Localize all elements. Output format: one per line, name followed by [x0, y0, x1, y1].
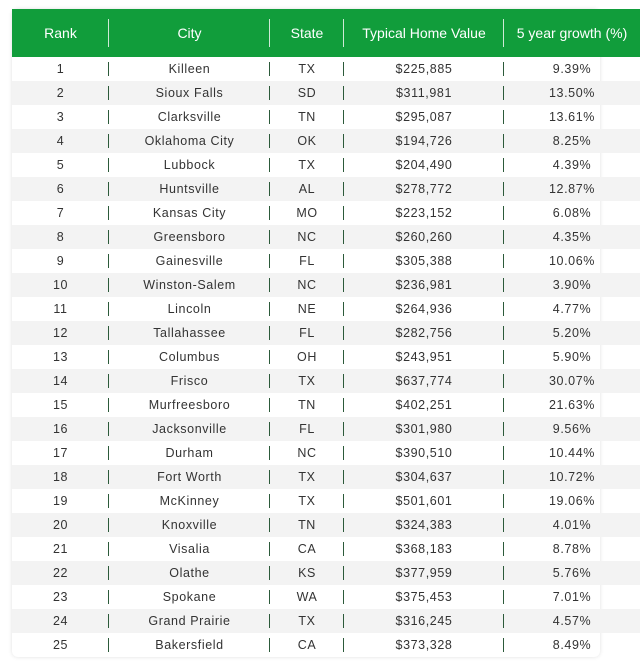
- cell-state: NC: [270, 273, 344, 297]
- table-header: [12, 9, 640, 57]
- cell-state: TX: [270, 57, 344, 81]
- cell-state: TX: [270, 153, 344, 177]
- table-row: [12, 561, 640, 585]
- header-state: State: [270, 9, 344, 57]
- cell-city: Visalia: [109, 537, 270, 561]
- header-rank: Rank: [12, 9, 109, 57]
- cell-typical-home-value: $375,453: [344, 585, 504, 609]
- table-row: [12, 633, 640, 657]
- cell-city: McKinney: [109, 489, 270, 513]
- cell-5-year-growth: 13.61%: [549, 110, 595, 124]
- cell-typical-home-value: $301,980: [344, 417, 504, 441]
- cell-typical-home-value: $295,087: [344, 105, 504, 129]
- table-row: [12, 489, 640, 513]
- cell-city: Lincoln: [109, 297, 270, 321]
- cell-typical-home-value: $225,885: [344, 57, 504, 81]
- cell-typical-home-value: $377,959: [344, 561, 504, 585]
- cell-rank: 13: [12, 345, 109, 369]
- header-city: City: [109, 9, 270, 57]
- table-row: [12, 201, 640, 225]
- cell-5-year-growth: 19.06%: [549, 494, 595, 508]
- cell-rank: 7: [12, 201, 109, 225]
- cell-5-year-growth: 13.50%: [504, 81, 640, 105]
- cell-5-year-growth: 8.49%: [552, 638, 592, 652]
- cell-rank: 24: [12, 609, 109, 633]
- cell-5-year-growth: 4.77%: [552, 302, 592, 316]
- table-row: [12, 537, 640, 561]
- cell-rank: 19: [12, 489, 109, 513]
- cell-5-year-growth: 7.01%: [552, 590, 592, 604]
- cell-5-year-growth: 10.44%: [549, 446, 595, 460]
- cell-rank: 17: [12, 441, 109, 465]
- cell-state: TX: [270, 465, 344, 489]
- cell-5-year-growth: 5.20%: [504, 321, 640, 345]
- cell-5-year-growth: 6.08%: [552, 206, 592, 220]
- cell-city: Lubbock: [109, 153, 270, 177]
- cell-rank: 12: [12, 321, 109, 345]
- cell-typical-home-value: $316,245: [344, 609, 504, 633]
- cell-typical-home-value: $282,756: [344, 321, 504, 345]
- cell-rank: 21: [12, 537, 109, 561]
- cell-city: Durham: [109, 441, 270, 465]
- table-row: [12, 321, 640, 345]
- cell-state: TN: [270, 513, 344, 537]
- cell-typical-home-value: $368,183: [344, 537, 504, 561]
- cell-city: Oklahoma City: [109, 129, 270, 153]
- table-row: [12, 129, 640, 153]
- cell-city: Killeen: [109, 57, 270, 81]
- cell-typical-home-value: $637,774: [344, 369, 504, 393]
- cell-state: FL: [270, 321, 344, 345]
- cell-typical-home-value: $264,936: [344, 297, 504, 321]
- cell-rank: 4: [12, 129, 109, 153]
- cell-5-year-growth: 4.01%: [504, 513, 640, 537]
- cell-city: Tallahassee: [109, 321, 270, 345]
- cell-state: KS: [270, 561, 344, 585]
- cell-city: Spokane: [109, 585, 270, 609]
- cell-city: Murfreesboro: [109, 393, 270, 417]
- cell-typical-home-value: $402,251: [344, 393, 504, 417]
- cell-5-year-growth: 12.87%: [504, 177, 640, 201]
- cell-5-year-growth: 8.78%: [552, 542, 592, 556]
- cell-city: Knoxville: [109, 513, 270, 537]
- cell-typical-home-value: $260,260: [344, 225, 504, 249]
- cell-rank: 6: [12, 177, 109, 201]
- cell-rank: 9: [12, 249, 109, 273]
- cell-5-year-growth: 5.90%: [552, 350, 592, 364]
- cell-state: SD: [270, 81, 344, 105]
- cell-city: Grand Prairie: [109, 609, 270, 633]
- cell-state: TN: [270, 105, 344, 129]
- cell-city: Gainesville: [109, 249, 270, 273]
- cell-city: Kansas City: [109, 201, 270, 225]
- cell-5-year-growth: 4.35%: [504, 225, 640, 249]
- table-row: [12, 81, 640, 105]
- table-row: [12, 609, 640, 633]
- cell-state: TN: [270, 393, 344, 417]
- header-5-year-growth: 5 year growth (%): [516, 24, 628, 41]
- cell-typical-home-value: $501,601: [344, 489, 504, 513]
- cell-city: Greensboro: [109, 225, 270, 249]
- cell-state: WA: [270, 585, 344, 609]
- cell-5-year-growth: 4.39%: [552, 158, 592, 172]
- cell-5-year-growth: 10.72%: [504, 465, 640, 489]
- cell-city: Columbus: [109, 345, 270, 369]
- table-row: [12, 465, 640, 489]
- table-row: [12, 393, 640, 417]
- cell-5-year-growth: 3.90%: [504, 273, 640, 297]
- cell-rank: 3: [12, 105, 109, 129]
- table-row: [12, 273, 640, 297]
- cell-state: MO: [270, 201, 344, 225]
- cell-state: TX: [270, 609, 344, 633]
- cell-rank: 20: [12, 513, 109, 537]
- cell-state: NC: [270, 225, 344, 249]
- table-row: [12, 369, 640, 393]
- cell-city: Bakersfield: [109, 633, 270, 657]
- table-row: [12, 249, 640, 273]
- cell-rank: 1: [12, 57, 109, 81]
- table-row: [12, 177, 640, 201]
- cell-state: NE: [270, 297, 344, 321]
- cell-city: Sioux Falls: [109, 81, 270, 105]
- cell-typical-home-value: $194,726: [344, 129, 504, 153]
- cell-typical-home-value: $390,510: [344, 441, 504, 465]
- cell-state: TX: [270, 489, 344, 513]
- table-body: [12, 57, 640, 657]
- cell-rank: 10: [12, 273, 109, 297]
- cell-city: Huntsville: [109, 177, 270, 201]
- cell-5-year-growth: 9.56%: [504, 417, 640, 441]
- cell-typical-home-value: $243,951: [344, 345, 504, 369]
- cell-rank: 22: [12, 561, 109, 585]
- cell-typical-home-value: $204,490: [344, 153, 504, 177]
- cell-state: AL: [270, 177, 344, 201]
- table-row: [12, 153, 640, 177]
- cell-rank: 11: [12, 297, 109, 321]
- table-row: [12, 441, 640, 465]
- cell-typical-home-value: $373,328: [344, 633, 504, 657]
- table-row: [12, 417, 640, 441]
- cell-5-year-growth: 30.07%: [504, 369, 640, 393]
- table-row: [12, 513, 640, 537]
- cell-typical-home-value: $304,637: [344, 465, 504, 489]
- table-row: [12, 225, 640, 249]
- cell-rank: 2: [12, 81, 109, 105]
- cell-city: Jacksonville: [109, 417, 270, 441]
- table-row: [12, 57, 640, 81]
- cell-typical-home-value: $278,772: [344, 177, 504, 201]
- cell-5-year-growth: 8.25%: [504, 129, 640, 153]
- table-row: [12, 297, 640, 321]
- cell-5-year-growth: 10.06%: [549, 254, 595, 268]
- cell-rank: 5: [12, 153, 109, 177]
- cell-rank: 16: [12, 417, 109, 441]
- cell-state: FL: [270, 249, 344, 273]
- cell-state: NC: [270, 441, 344, 465]
- cell-city: Clarksville: [109, 105, 270, 129]
- table-row: [12, 345, 640, 369]
- cell-typical-home-value: $223,152: [344, 201, 504, 225]
- header-row: [12, 9, 640, 57]
- cell-rank: 18: [12, 465, 109, 489]
- cell-state: OH: [270, 345, 344, 369]
- cell-city: Fort Worth: [109, 465, 270, 489]
- cell-typical-home-value: $236,981: [344, 273, 504, 297]
- cell-state: CA: [270, 633, 344, 657]
- cell-state: TX: [270, 369, 344, 393]
- cell-city: Winston-Salem: [109, 273, 270, 297]
- cell-5-year-growth: 4.57%: [504, 609, 640, 633]
- cell-5-year-growth: 21.63%: [549, 398, 595, 412]
- cell-city: Olathe: [109, 561, 270, 585]
- cell-rank: 23: [12, 585, 109, 609]
- table-row: [12, 585, 640, 609]
- cell-typical-home-value: $305,388: [344, 249, 504, 273]
- cell-state: OK: [270, 129, 344, 153]
- cell-rank: 25: [12, 633, 109, 657]
- cell-5-year-growth: 5.76%: [504, 561, 640, 585]
- home-value-table-card: [12, 9, 628, 657]
- cell-rank: 8: [12, 225, 109, 249]
- cell-rank: 15: [12, 393, 109, 417]
- cell-typical-home-value: $311,981: [344, 81, 504, 105]
- cell-rank: 14: [12, 369, 109, 393]
- header-typical-home-value: Typical Home Value: [344, 9, 504, 57]
- cell-5-year-growth: 9.39%: [552, 62, 592, 76]
- cell-typical-home-value: $324,383: [344, 513, 504, 537]
- table-row: [12, 105, 640, 129]
- home-value-table: [12, 9, 640, 657]
- cell-state: FL: [270, 417, 344, 441]
- cell-state: CA: [270, 537, 344, 561]
- cell-city: Frisco: [109, 369, 270, 393]
